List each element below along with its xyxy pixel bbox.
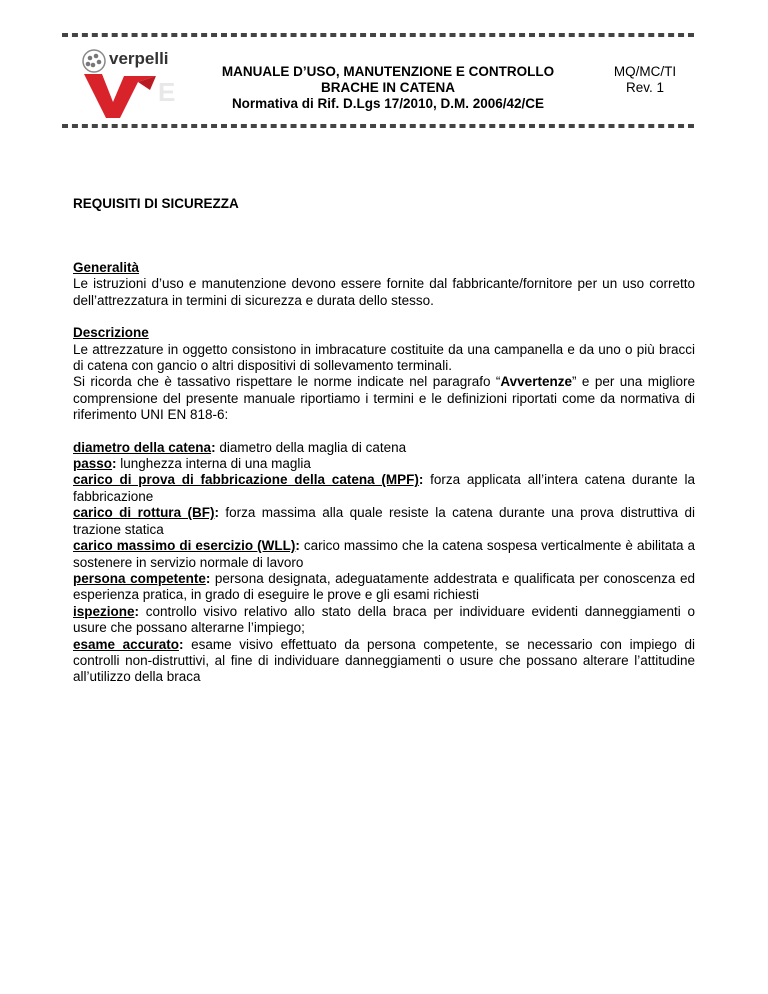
definition-text: lunghezza interna di una maglia — [116, 456, 311, 472]
definition-term: carico di prova di fabbricazione della catena (MPF) — [73, 472, 419, 488]
descrizione-text-1: Le attrezzature in oggetto consistono in imbracature costituite da una campanella e da uno o più bracci di catena con gancio o altri dispositivi di sollevamento terminali. — [73, 341, 695, 374]
definition-term: carico massimo di esercizio (WLL) — [73, 538, 296, 554]
heading-descrizione: Descrizione — [73, 325, 149, 341]
heading-generalita: Generalità — [73, 260, 140, 275]
revision: Rev. 1 — [625, 80, 664, 95]
header-title-line1: MANUALE D’USO, MANUTENZIONE E CONTROLLO — [221, 64, 555, 79]
definition-item: passo: lunghezza interna di una maglia — [73, 456, 311, 472]
definition-term: carico di rottura (BF) — [73, 505, 215, 521]
definition-item: ispezione: controllo visivo relativo allo stato della braca per individuare evidenti danneggiamenti o usure che possano alterarne l’impiego; — [73, 603, 695, 636]
definition-term: passo — [73, 456, 113, 472]
svg-text:E: E — [158, 77, 176, 107]
definition-text: esame visivo effettuato da persona competente, se necessario con impiego di controlli non-distruttivi, al fine di individuare danneggiamenti o usure che possano alterare l’attitudine all’utilizzo della braca — [73, 636, 695, 685]
definition-text: carico massimo che la catena sospesa verticalmente è abilitata a sostenere in servizio normale di lavoro — [73, 538, 695, 570]
definition-term: diametro della catena — [73, 439, 212, 455]
header-title-line3: Normativa di Rif. D.Lgs 17/2010, D.M. 2006/42/CE — [231, 96, 545, 111]
verpelli-logo — [76, 46, 180, 122]
definition-text: diametro della maglia di catena — [215, 439, 407, 455]
definition-item: carico massimo di esercizio (WLL): carico massimo che la catena sospesa verticalmente è abilitata a sostenere in servizio normale di lavoro — [73, 538, 695, 570]
avvertenze-reference: Avvertenze — [500, 374, 572, 390]
definition-text: controllo visivo relativo allo stato della braca per individuare evidenti danneggiamenti o usure che possano alterarne l’impiego; — [73, 603, 695, 636]
definition-term: ispezione — [73, 603, 135, 619]
definition-item: esame accurato: esame visivo effettuato da persona competente, se necessario con impiego di controlli non-distruttivi, al fine di individuare danneggiamenti o usure che possano alterare l’attitudine all’utilizzo della braca — [73, 636, 695, 685]
definition-item: diametro della catena: diametro della maglia di catena — [73, 439, 407, 455]
header-title-block — [188, 64, 588, 112]
header-title-line2: BRACHE IN CATENA — [321, 80, 455, 95]
descrizione-text-2-after: ” e per una migliore comprensione del presente manuale riportiamo i termini e le definizioni riportati come da normativa di riferimento UNI EN 818-6: — [73, 374, 695, 423]
header-border-bottom — [62, 124, 694, 128]
descrizione-text-2-before: Si ricorda che è tassativo rispettare le norme indicate nel paragrafo “ — [73, 374, 501, 390]
definition-item: persona competente: persona designata, adeguatamente addestrata e qualificata per conoscenza ed esperienza pratica, in grado di eseguire le prove e gli esami richiesti — [73, 570, 695, 603]
definition-text: forza massima alla quale resiste la catena durante una prova distruttiva di trazione statica — [73, 505, 696, 537]
header-border-top — [62, 33, 694, 37]
section-title: REQUISITI DI SICUREZZA — [73, 196, 239, 211]
definition-term: esame accurato — [73, 636, 179, 652]
descrizione-text-2 — [73, 374, 695, 423]
document-body — [73, 260, 695, 686]
logo-text: verpelli — [109, 49, 169, 68]
definition-item: carico di rottura (BF): forza massima alla quale resiste la catena durante una prova distruttiva di trazione statica — [73, 505, 696, 537]
definition-text: persona designata, adeguatamente addestrata e qualificata per conoscenza ed esperienza pratica, in grado di eseguire le prove e gli esami richiesti — [73, 570, 695, 603]
doc-code: MQ/MC/TI — [613, 64, 677, 79]
generalita-text: Le istruzioni d’uso e manutenzione devono essere fornite dal fabbricante/fornitore per un uso corretto dell’attrezzatura in termini di sicurezza e durata dello stesso. — [73, 276, 695, 308]
header-doc-info — [600, 64, 690, 96]
definition-text: forza applicata all’intera catena durante la fabbricazione — [73, 472, 695, 504]
definition-term: persona competente — [73, 570, 206, 586]
definition-item: carico di prova di fabbricazione della catena (MPF): forza applicata all’intera catena durante la fabbricazione — [73, 472, 695, 504]
